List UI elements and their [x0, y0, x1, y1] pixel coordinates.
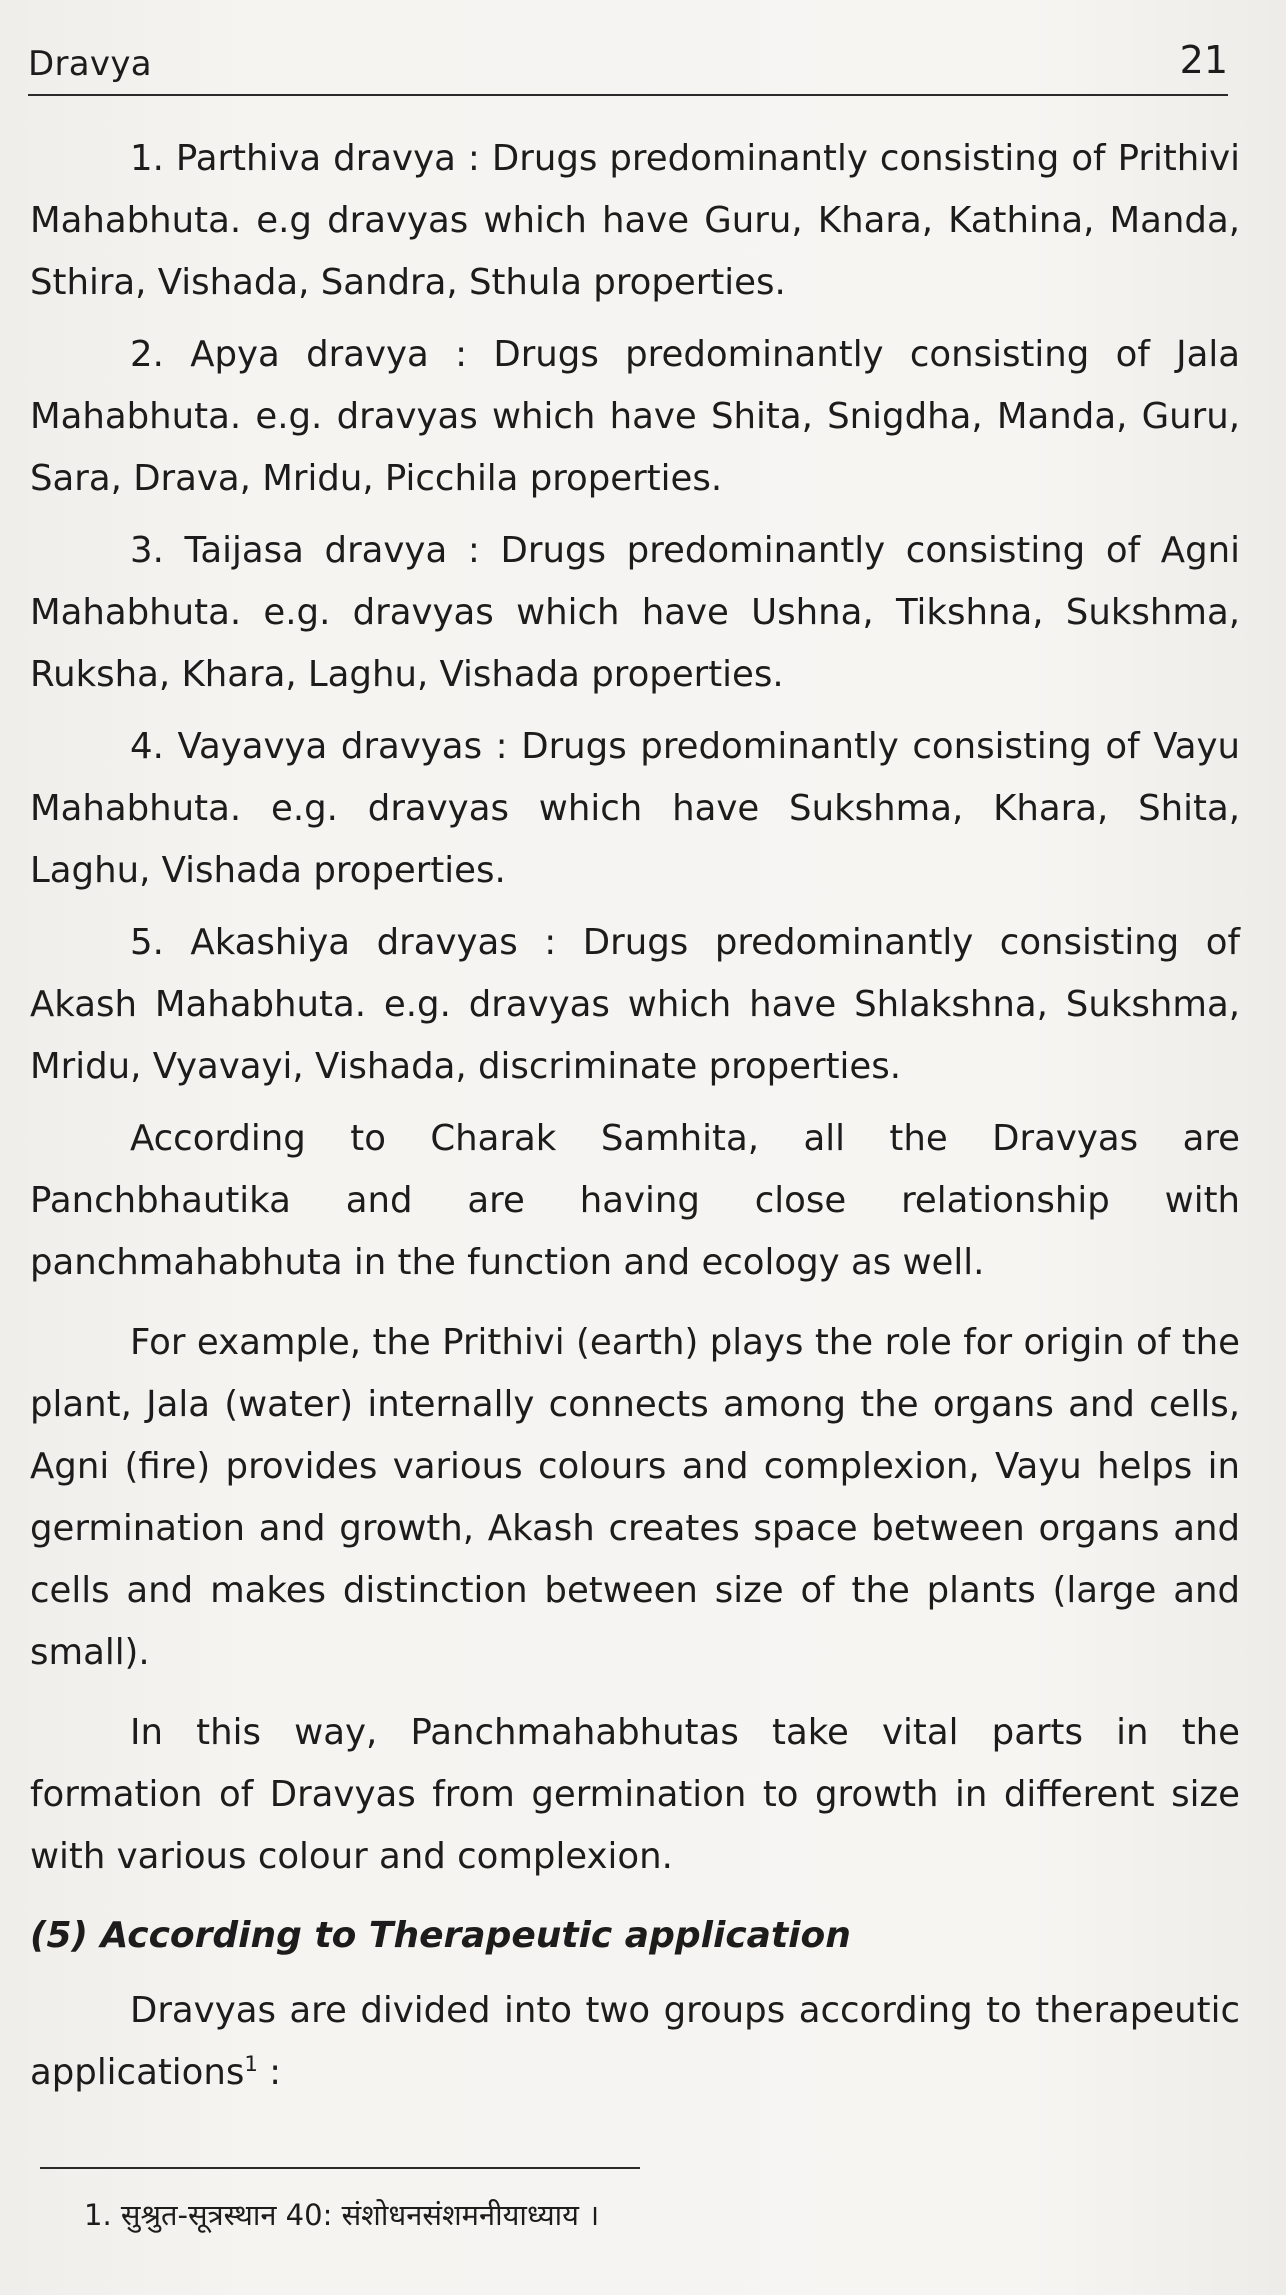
page-number: 21: [1179, 38, 1228, 82]
page-header: [28, 30, 1228, 92]
closing-text: Dravyas are divided into two groups according to therapeutic applications: [30, 1990, 1240, 2093]
footnote: 1. सुश्रुत-सूत्रस्थान 40: संशोधनसंशमनीयाध्याय ।: [84, 2198, 600, 2232]
body-text: [30, 128, 1240, 2122]
footnote-rule: [40, 2167, 640, 2169]
paragraph-vayavya: 4. Vayavya dravyas : Drugs predominantly consisting of Vayu Mahabhuta. e.g. dravyas which have Sukshma, Khara, Shita, Laghu, Vishada properties.: [30, 726, 1240, 891]
paragraph-taijasa: 3. Taijasa dravya : Drugs predominantly consisting of Agni Mahabhuta. e.g. dravyas which have Ushna, Tikshna, Sukshma, Ruksha, Khara, Laghu, Vishada properties.: [30, 530, 1240, 695]
header-rule: [28, 94, 1228, 96]
paragraph-panchmahabhutas: In this way, Panchmahabhutas take vital parts in the formation of Dravyas from germination to growth in different size with various colour and complexion.: [30, 1712, 1240, 1877]
section-heading: (5) According to Therapeutic application: [30, 1915, 851, 1956]
paragraph-apya: 2. Apya dravya : Drugs predominantly consisting of Jala Mahabhuta. e.g. dravyas which have Shita, Snigdha, Manda, Guru, Sara, Drava, Mridu, Picchila properties.: [30, 334, 1240, 499]
paragraph-charak-samhita: According to Charak Samhita, all the Dravyas are Panchbhautika and are having close relationship with panchmahabhuta in the function and ecology as well.: [30, 1118, 1240, 1283]
running-title: Dravya: [28, 44, 152, 84]
footnote-marker: 1: [244, 2052, 258, 2078]
paragraph-therapeutic-groups: [30, 1980, 1240, 2104]
closing-suffix: :: [257, 2052, 282, 2093]
paragraph-akashiya: 5. Akashiya dravyas : Drugs predominantly consisting of Akash Mahabhuta. e.g. dravyas which have Shlakshna, Sukshma, Mridu, Vyavayi, Vishada, discriminate properties.: [30, 922, 1240, 1087]
paragraph-example: For example, the Prithivi (earth) plays the role for origin of the plant, Jala (water) internally connects among the organs and cells, Agni (fire) provides various colours and complexion, Vayu helps in germination and growth, Akash creates space between organs and cells and makes distinction between size of the plants (large and small).: [30, 1322, 1240, 1673]
paragraph-parthiva: 1. Parthiva dravya : Drugs predominantly consisting of Prithivi Mahabhuta. e.g dravyas which have Guru, Khara, Kathina, Manda, Sthira, Vishada, Sandra, Sthula properties.: [30, 138, 1240, 303]
